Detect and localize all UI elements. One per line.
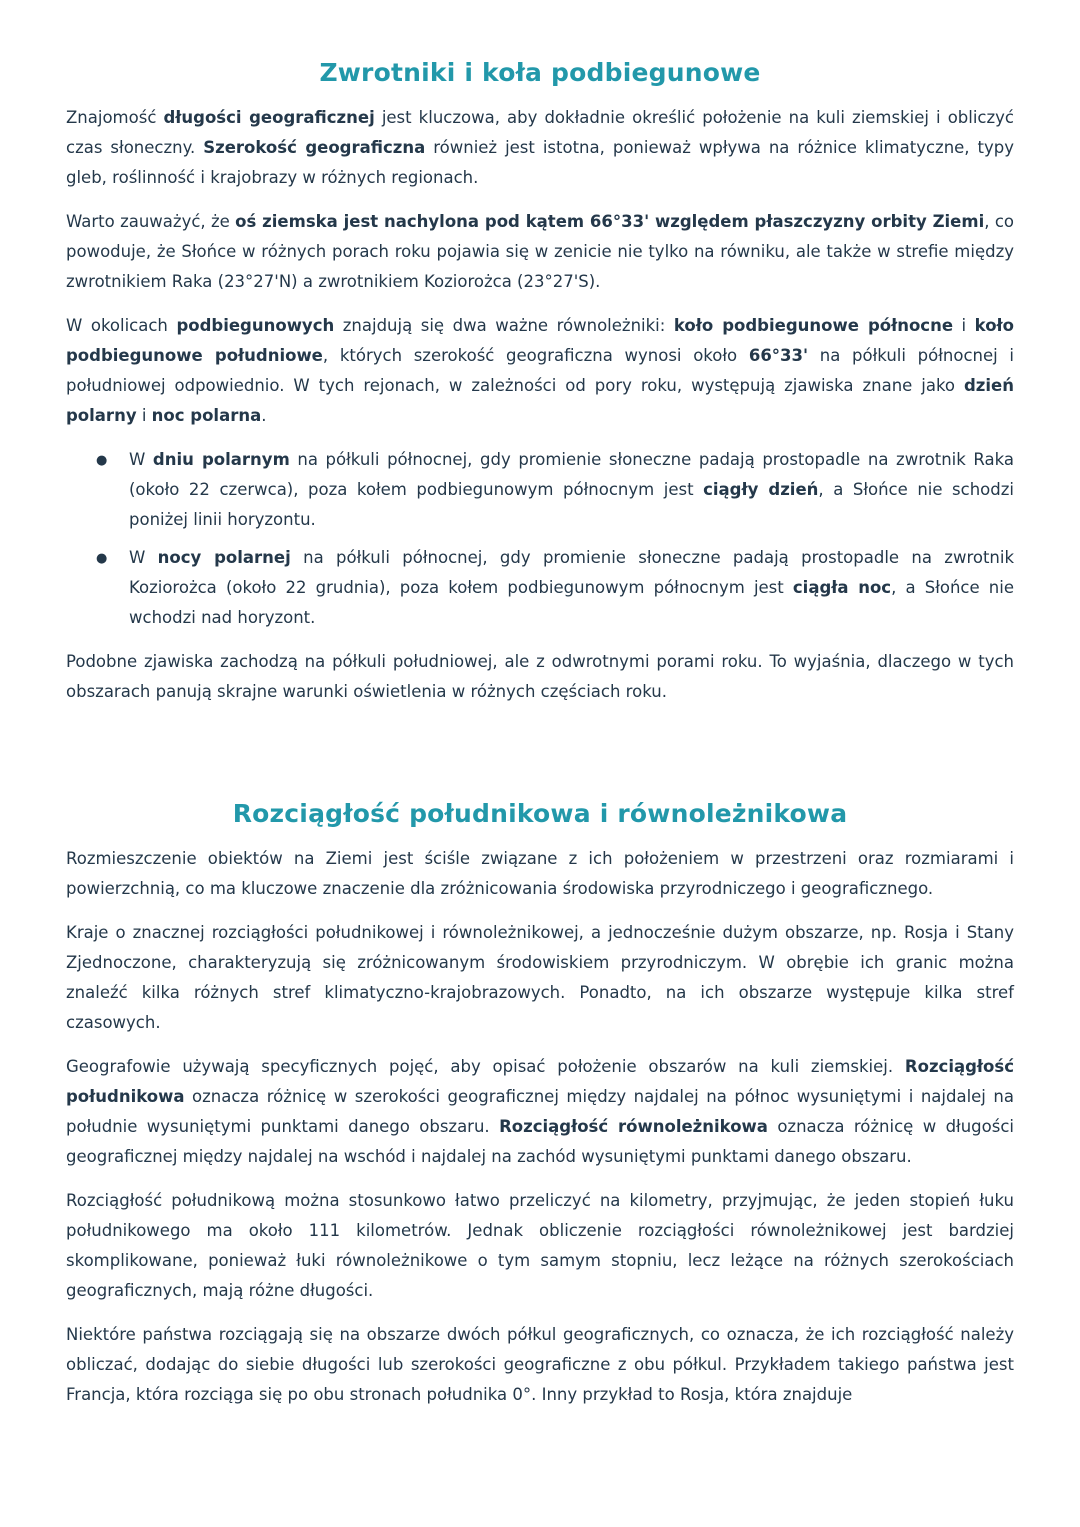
section-title-tropics: Zwrotniki i koła podbiegunowe xyxy=(319,58,761,87)
paragraph-tropics-3: W okolicach podbiegunowych znajdują się dwa ważne równoleżniki: koło podbiegunowe północne i koło podbiegunowe południowe, których szerokość geograficzna wynosi około 66°33' na półkuli północnej i południowej odpowiednio. W tych rejonach, w zależności od pory roku, występują zjawiska znane jako dzień polarny i noc polarna. xyxy=(66,316,1014,425)
paragraph-tropics-1: Znajomość długości geograficznej jest kluczowa, aby dokładnie określić położenie na kuli ziemskiej i obliczyć czas słoneczny. Szerokość geograficzna również jest istotna, ponieważ wpływa na różnice klimatyczne, typy gleb, roślinność i krajobrazy w różnych regionach. xyxy=(66,108,1014,187)
paragraph-extent-3: Geografowie używają specyficznych pojęć, aby opisać położenie obszarów na kuli ziemskiej. Rozciągłość południkowa oznacza różnicę w szerokości geograficznej między najdalej na północ wysuniętymi i najdalej na południe wysuniętymi punktami danego obszaru. Rozciągłość równoleżnikowa oznacza różnicę w długości geograficznej między najdalej na wschód i najdalej na zachód wysuniętymi punktami danego obszaru. xyxy=(66,1057,1015,1166)
paragraph-tropics-4: Podobne zjawiska zachodzą na półkuli południowej, ale z odwrotnymi porami roku. To wyjaśnia, dlaczego w tych obszarach panują skrajne warunki oświetlenia w różnych częściach roku. xyxy=(66,652,1014,701)
paragraph-extent-4: Rozciągłość południkową można stosunkowo łatwo przeliczyć na kilometry, przyjmując, że jeden stopień łuku południkowego ma około 111 kilometrów. Jednak obliczenie rozciągłości równoleżnikowej jest bardziej skomplikowane, ponieważ łuki równoleżnikowe o tym samym stopniu, lecz leżące na różnych szerokościach geograficznych, mają różne długości. xyxy=(66,1191,1014,1300)
section-extent xyxy=(66,799,1014,1410)
bullet-polar-day: ● W dniu polarnym na półkuli północnej, gdy promienie słoneczne padają prostopadle na zwrotnik Raka (około 22 czerwca), poza kołem podbiegunowym północnym jest ciągły dzień, a Słońce nie schodzi poniżej linii horyzontu. xyxy=(129,445,1014,535)
polar-phenomena-list xyxy=(66,445,1014,633)
bullet-polar-night: ● W nocy polarnej na półkuli północnej, gdy promienie słoneczne padają prostopadle na zwrotnik Koziorożca (około 22 grudnia), poza kołem podbiegunowym północnym jest ciągła noc, a Słońce nie wchodzi nad horyzont. xyxy=(129,543,1014,633)
paragraph-tropics-2: Warto zauważyć, że oś ziemska jest nachylona pod kątem 66°33' względem płaszczyzny orbity Ziemi, co powoduje, że Słońce w różnych porach roku pojawia się w zenicie nie tylko na równiku, ale także w strefie między zwrotnikiem Raka (23°27'N) a zwrotnikiem Koziorożca (23°27'S). xyxy=(66,212,1014,291)
paragraph-extent-1: Rozmieszczenie obiektów na Ziemi jest ściśle związane z ich położeniem w przestrzeni oraz rozmiarami i powierzchnią, co ma kluczowe znaczenie dla zróżnicowania środowiska przyrodniczego i geograficznego. xyxy=(66,849,1014,898)
paragraph-extent-2: Kraje o znacznej rozciągłości południkowej i równoleżnikowej, a jednocześnie dużym obszarze, np. Rosja i Stany Zjednoczone, charakteryzują się zróżnicowanym środowiskiem przyrodniczym. W obrębie ich granic można znaleźć kilka różnych stref klimatyczno-krajobrazowych. Ponadto, na ich obszarze występuje kilka stref czasowych. xyxy=(66,923,1014,1032)
section-title-extent: Rozciągłość południkowa i równoleżnikowa xyxy=(232,799,848,828)
section-tropics xyxy=(66,58,1014,707)
paragraph-extent-5: Niektóre państwa rozciągają się na obszarze dwóch półkul geograficznych, co oznacza, że ich rozciągłość należy obliczać, dodając do siebie długości lub szerokości geograficzne z obu półkul. Przykładem takiego państwa jest Francja, która rozciąga się po obu stronach południka 0°. Inny przykład to Rosja, która znajduje xyxy=(66,1325,1014,1404)
